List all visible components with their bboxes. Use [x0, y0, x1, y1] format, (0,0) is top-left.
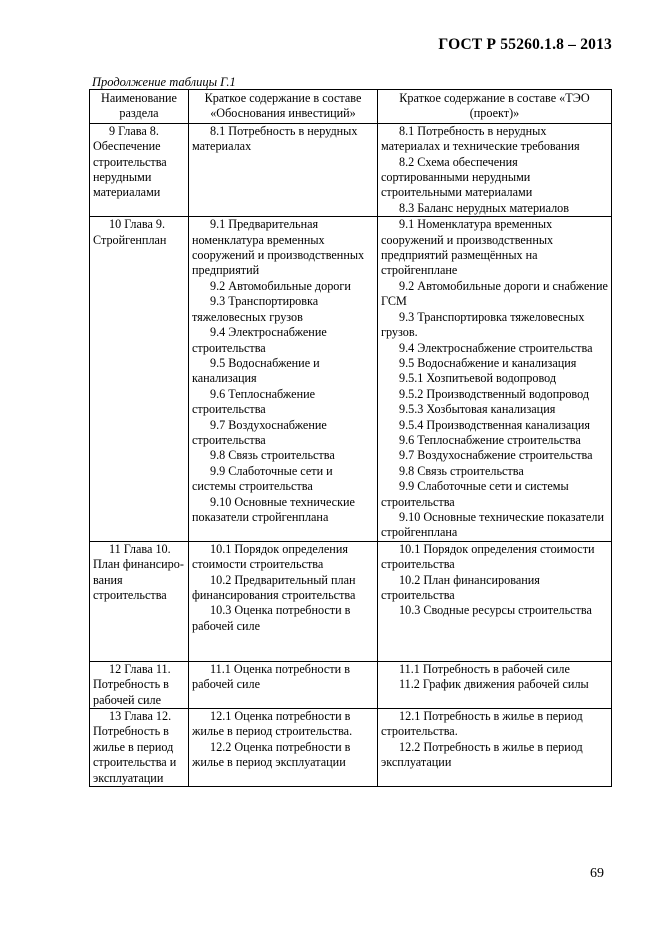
list-item: 10.1 Порядок определения стоимости строительства: [192, 541, 348, 572]
list-item: 9.2 Автомобильные дороги: [210, 278, 351, 293]
list-item: 9.5.4 Производственная канализация: [399, 417, 590, 432]
table-row: [90, 709, 612, 787]
list-item: 9.5.3 Хозбытовая канализация: [399, 402, 556, 417]
section-number: 13 Глава 12.: [109, 709, 172, 723]
section-cell: [90, 541, 189, 661]
list-item: 12.2 Оценка потребности в жилье в период эксплуатации: [192, 739, 351, 770]
section-cell: [90, 709, 189, 787]
list-item: 9.7 Воздухоснабжение строительства: [399, 448, 593, 463]
table-row: [90, 541, 612, 661]
list-item: 9.7 Воздухоснабжение строительства: [192, 417, 327, 447]
list-item: 9.6 Теплоснабжение строительства: [399, 432, 581, 447]
list-item: 9.6 Теплоснабжение строительства: [192, 386, 316, 417]
table-caption: Продолжение таблицы Г.1: [92, 75, 236, 89]
list-item: 9.8 Связь строительства: [210, 448, 335, 463]
list-item: 9.9 Слаботочные сети и системы строительства: [192, 463, 333, 494]
content-table: [89, 89, 612, 787]
list-item: 11.1 Оценка потребности в рабочей силе: [192, 661, 350, 692]
document-header: ГОСТ Р 55260.1.8 – 2013: [438, 36, 612, 53]
list-item: 9.4 Электроснабжение строительства: [399, 340, 593, 355]
investment-cell: [189, 123, 378, 216]
list-item: 9.3 Транспортировка тяжеловесных грузов: [192, 294, 319, 324]
teo-cell: [378, 709, 612, 787]
list-item: 10.2 План финансирования строительства: [381, 572, 540, 602]
list-item: 9.2 Автомобильные дороги и снабжение ГСМ: [381, 278, 608, 309]
list-item: 12.1 Потребность в жилье в период строительства.: [381, 709, 583, 739]
section-cell: [90, 217, 189, 542]
teo-cell: [378, 123, 612, 216]
list-item: 9.1 Предварительная номенклатура временных сооружений и производственных предприятий: [192, 217, 365, 278]
investment-cell: [189, 217, 378, 542]
list-item: 8.1 Потребность в нерудных материалах и технические требования: [381, 123, 580, 154]
list-item: 10.1 Порядок определения стоимости строительства: [381, 541, 595, 572]
list-item: 8.1 Потребность в нерудных материалах: [192, 123, 358, 154]
list-item: 10.2 Предварительный план финансирования строительства: [192, 572, 356, 602]
column-header-section: Наименование раздела: [90, 90, 189, 124]
list-item: 9.9 Слаботочные сети и системы строительства: [381, 479, 569, 509]
section-number: 10 Глава 9.: [109, 217, 166, 232]
section-number: 11 Глава 10.: [109, 541, 171, 556]
list-item: 8.2 Схема обеспечения сортированными нерудными строительными материалами: [381, 154, 533, 200]
teo-cell: [378, 661, 612, 708]
list-item: 11.2 График движения рабочей силы: [399, 677, 589, 692]
list-item: 8.3 Баланс нерудных материалов: [399, 200, 570, 215]
list-item: 9.5.2 Производственный водопровод: [399, 386, 590, 401]
table-row: [90, 123, 612, 216]
section-cell: [90, 123, 189, 216]
list-item: 12.2 Потребность в жилье в период эксплуатации: [381, 739, 583, 770]
section-name: Потребность в рабочей силе: [93, 677, 169, 707]
section-name: Обеспечение строительства нерудными материалами: [93, 139, 167, 200]
list-item: 9.5 Водоснабжение и канализация: [192, 355, 320, 386]
list-item: 11.1 Потребность в рабочей силе: [399, 661, 570, 676]
list-item: 9.10 Основные технические показатели стройгенплана: [192, 494, 355, 524]
list-item: 10.3 Сводные ресурсы строительства: [399, 603, 592, 618]
table-header-row: [90, 90, 612, 124]
teo-cell: [378, 541, 612, 661]
investment-cell: [189, 709, 378, 787]
column-header-investment: Краткое содержание в составе «Обоснования инвестиций»: [189, 90, 378, 124]
list-item: 9.5 Водоснабжение и канализация: [399, 355, 577, 370]
list-item: 9.5.1 Хозпитьевой водопровод: [399, 371, 557, 386]
section-name: План финансиро-вания строительства: [93, 557, 184, 602]
table-row: [90, 217, 612, 542]
list-item: 9.10 Основные технические показатели стройгенплана: [381, 509, 604, 540]
table-row: [90, 661, 612, 708]
teo-cell: [378, 217, 612, 542]
section-name: Стройгенплан: [93, 232, 167, 247]
list-item: 12.1 Оценка потребности в жилье в период строительства.: [192, 709, 353, 739]
section-name: Потребность в жилье в период строительства и эксплуатации: [93, 724, 177, 785]
investment-cell: [189, 541, 378, 661]
section-number: 9 Глава 8.: [109, 123, 159, 138]
list-item: 10.3 Оценка потребности в рабочей силе: [192, 603, 351, 633]
section-number: 12 Глава 11.: [109, 661, 171, 676]
section-cell: [90, 661, 189, 708]
page-number: 69: [590, 866, 604, 881]
list-item: 9.1 Номенклатура временных сооружений и производственных предприятий размещённых на стройгенплане: [381, 217, 554, 278]
column-header-teo: Краткое содержание в составе «ТЭО (проект)»: [378, 90, 612, 124]
list-item: 9.8 Связь строительства: [399, 463, 524, 478]
investment-cell: [189, 661, 378, 708]
list-item: 9.3 Транспортировка тяжеловесных грузов.: [381, 309, 585, 340]
list-item: 9.4 Электроснабжение строительства: [192, 325, 327, 355]
